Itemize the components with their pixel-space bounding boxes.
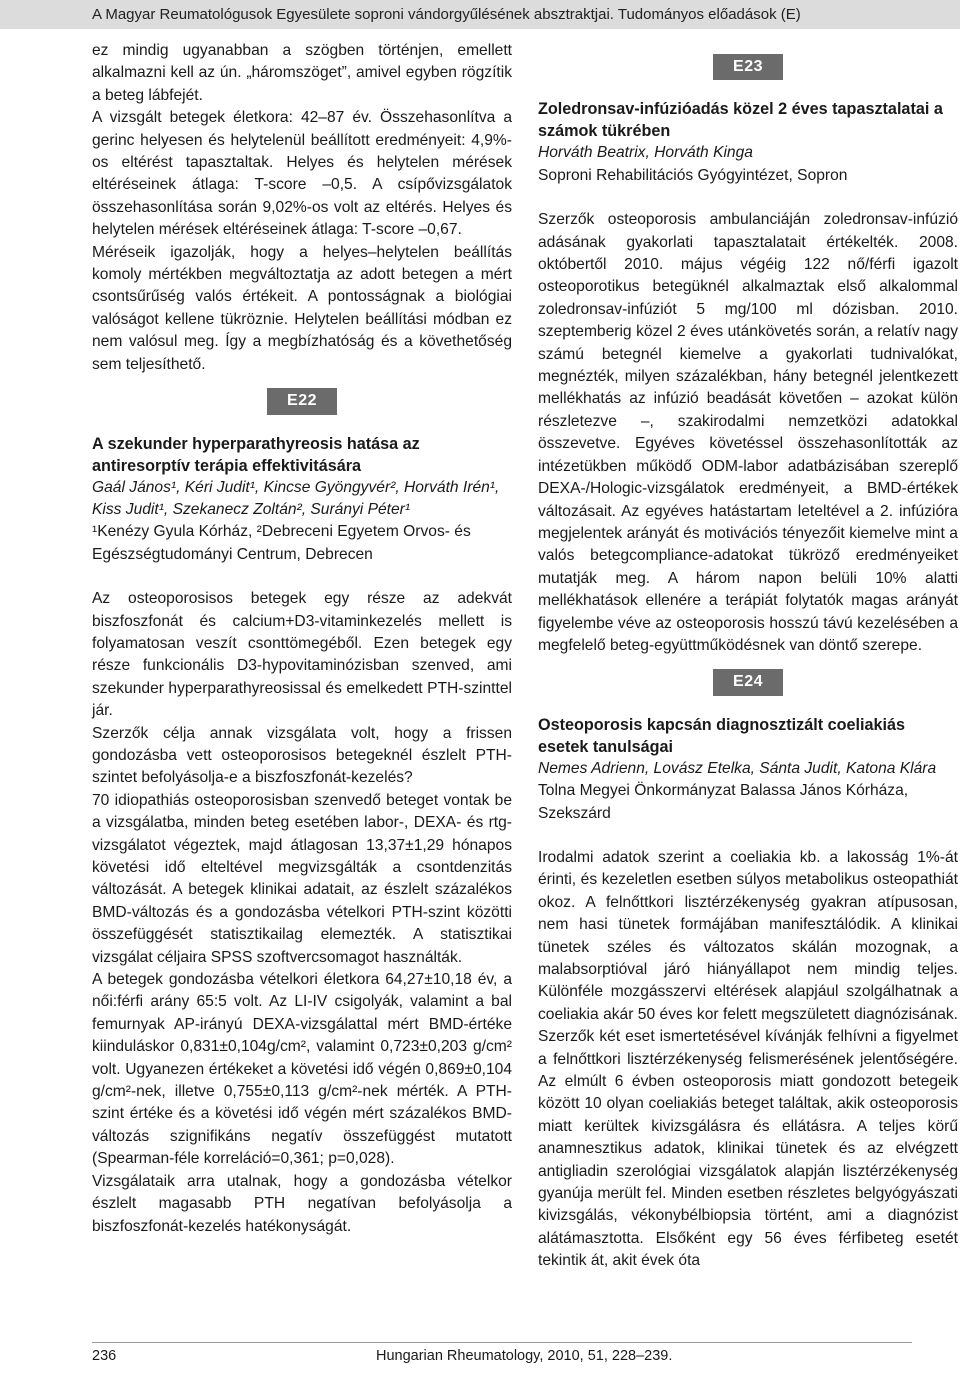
body-paragraph: 70 idiopathiás osteoporosisban szenvedő beteget vontak be a vizsgálatba, minden beteg esetében labor-, DEXA- és rtg-vizsgálatot végeztek, majd átlagosan 13,37±1,29 hónapos követési idő elteltével megvizsgálták a csontdenzitás változását. A betegek klinikai adatait, az észlelt százalékos BMD-változás és a gondozásba vételkori PTH-szint közötti összefüggését statisztikailag elemezték. A statisztikai vizsgálat céljaira SPSS szoftvercsomagot használták.	[92, 791, 512, 966]
abstract-tag-e24: E24	[713, 669, 783, 695]
abstract-tag-e23: E23	[713, 54, 783, 80]
abstract-title: A szekunder hyperparathyreosis hatása az antiresorptív terápia effektivitására	[92, 434, 420, 475]
footer-rule	[92, 1342, 912, 1343]
abstract-authors: Gaál János¹, Kéri Judit¹, Kincse Gyöngyvér², Horváth Irén¹, Kiss Judit¹, Szekanecz Zoltán², Surányi Péter¹	[92, 478, 500, 518]
abstract-institution: Tolna Megyei Önkormányzat Balassa János Kórháza, Szekszárd	[538, 782, 909, 822]
body-paragraph: A vizsgált betegek életkora: 42–87 év. Összehasonlítva a gerinc helyesen és helytelenül beállított eredményeit: 4,9%-os eltérést tapasztaltak. Helyes és helytelen mérések eltéréseinek átlaga: T-score –0,5. A csípővizsgálatok összehasonlítása során 9,02%-os volt az eltérés. Helyes és helytelen mérések eltéréseinek átlaga: T-score –0,67.	[92, 109, 512, 239]
body-paragraph: Irodalmi adatok szerint a coeliakia kb. a lakosság 1%-át érinti, és kezeletlen esetben súlyos metabolikus osteopathiát okoz. A felnőttkori lisztérzékenység gyakran atípusosan, nem hasi tünetek formájában manifesztálódik. A klinikai tünetek széles és változatos skálán mozognak, a malabsorptióval járó hiányállapot nem mindig teljes. Különféle mozgásszervi eltérések alapjául szolgálhatnak a coeliakia akár 50 éves kor felett megszületett diagnózisának. Szerzők két eset ismertetésével kívánják felhívni a figyelmet a felnőttkori lisztérzékenység felismerésének jelentőségére. Az elmúlt 6 évben osteoporosis miatt gondozott betegeik között 10 olyan coeliakiás beteget találtak, akik osteoporosis miatt kerültek kivizsgálásra és ellátásra. A teljes körű anamnesztikus adatok, klinikai tünetek és az elvégzett antigliadin szerológiai vizsgálatok alapján lisztérzékenység gyanúja merült fel. Minden esetben részletes belgyógyászati kivizsgálás, vékonybélbiopsia történt, ami a diagnózist alátámasztotta. Elsőként egy 56 éves férfibeteg esetét tekintik át, akit évek óta	[538, 848, 958, 1270]
abstract-institution: ¹Kenézy Gyula Kórház, ²Debreceni Egyetem Orvos- és Egészségtudományi Centrum, Debrecen	[92, 523, 471, 563]
running-header: A Magyar Reumatológusok Egyesülete soproni vándorgyűlésének absztraktjai. Tudományos előadások (E)	[0, 0, 960, 29]
body-paragraph: ez mindig ugyanabban a szögben történjen, emellett alkalmazni kell az ún. „háromszöget”, amivel egyben rögzítik a beteg lábfejét.	[92, 42, 512, 104]
body-paragraph: Méréseik igazolják, hogy a helyes–helytelen beállítás komoly mértékben megváltoztatja az adott betegen a mért csontsűrűség valós értékeit. A pontosságnak a biológiai valóságot kellene tükröznie. Helytelen beállítási módban ez nem valósul meg. Így a megbízhatóság és a követhetőség sem teljesíthető.	[92, 243, 512, 373]
journal-citation: Hungarian Rheumatology, 2010, 51, 228–239.	[376, 1348, 673, 1364]
abstract-authors: Nemes Adrienn, Lovász Etelka, Sánta Judit, Katona Klára	[538, 759, 937, 777]
body-paragraph: Az osteoporosisos betegek egy része az adekvát biszfoszfonát és calcium+D3-vitaminkezelés mellett is folyamatosan veszít csonttömegéből. Ezen betegek egy része funkcionális D3-hypovitaminózisban szenved, ami szekunder hyperparathyreosissal és emelkedett PTH-szinttel jár.	[92, 590, 512, 720]
right-column	[538, 40, 958, 1273]
body-paragraph: Szerzők osteoporosis ambulanciáján zoledronsav-infúzió adásának gyakorlati tapasztalatait értékelték. 2008. októbertől 2010. május végéig 122 nő/férfi igazolt osteoporotikus betegüknél alkalmaztak első alkalommal zoledronsav-infúziót 5 mg/100 ml dózisban. 2010. szeptemberig közel 2 éves utánkövetés során, a relatív nagy számú betegnél kiemelve a gyakorlati tudnivalókat, megnézték, milyen százalékban, hány betegnél jelentkezett mellékhatás az infúzió beadását követően – azokat külön részletezve –, szakirodalmi nemzetközi adatokkal összevetve. Egyéves követéssel összehasonlították az intézetükben működő ODM-labor adatbázisában szereplő DEXA-/Hologic-vizsgálatok eredményeit, a BMD-értékek változásait. Az egyéves hatástartam leteltével a 2. infúzióra megjelentek arányát és motivációs tényezőit kiemelve mint a valós betegcompliance-adatokat tükröző eredményeiket mutatják meg. A három napon belüli 10% alatti mellékhatások ellenére a terápiát folytatók magas arányát figyelembe véve az osteoporosis hosszú távú kezelésében a megfelelő beteg-együttműködésnek van döntő szerepe.	[538, 211, 958, 654]
abstract-institution: Soproni Rehabilitációs Gyógyintézet, Sopron	[538, 166, 848, 184]
body-paragraph: Szerzők célja annak vizsgálata volt, hogy a frissen gondozásba vett osteoporosisos betegeknél észlelt PTH-szintet befolyásolja-e a biszfoszfonát-kezelés?	[92, 724, 512, 787]
abstract-title: Zoledronsav-infúzióadás közel 2 éves tapasztalatai a számok tükrében	[538, 100, 943, 141]
abstract-authors: Horváth Beatrix, Horváth Kinga	[538, 144, 753, 162]
abstract-tag-e22: E22	[267, 388, 337, 414]
body-paragraph: Vizsgálataik arra utalnak, hogy a gondozásba vételkor észlelt magasabb PTH negatívan befolyásolja a biszfoszfonát-kezelés hatékonyságát.	[92, 1172, 512, 1235]
page-number: 236	[92, 1348, 117, 1364]
abstract-title: Osteoporosis kapcsán diagnosztizált coeliakiás esetek tanulságai	[538, 715, 906, 756]
left-column	[92, 40, 512, 1238]
body-paragraph: A betegek gondozásba vételkori életkora 64,27±10,18 év, a női:férfi arány 65:5 volt. Az LI-IV csigolyák, valamint a bal femurnyak AP-irányú DEXA-vizsgálattal mért BMD-értéke kiinduláskor 0,831±0,104g/cm², valamint 0,723±0,203 g/cm² volt. Ugyanezen értékeket a követési idő végén 0,869±0,104 g/cm²-nek, illetve 0,755±0,113 g/cm²-nek mérték. A PTH-szint értéke és a követési idő végén mért százalékos BMD-változás szignifikáns negatív összefüggést mutatott (Spearman-féle korreláció=0,361; p=0,028).	[92, 971, 512, 1168]
